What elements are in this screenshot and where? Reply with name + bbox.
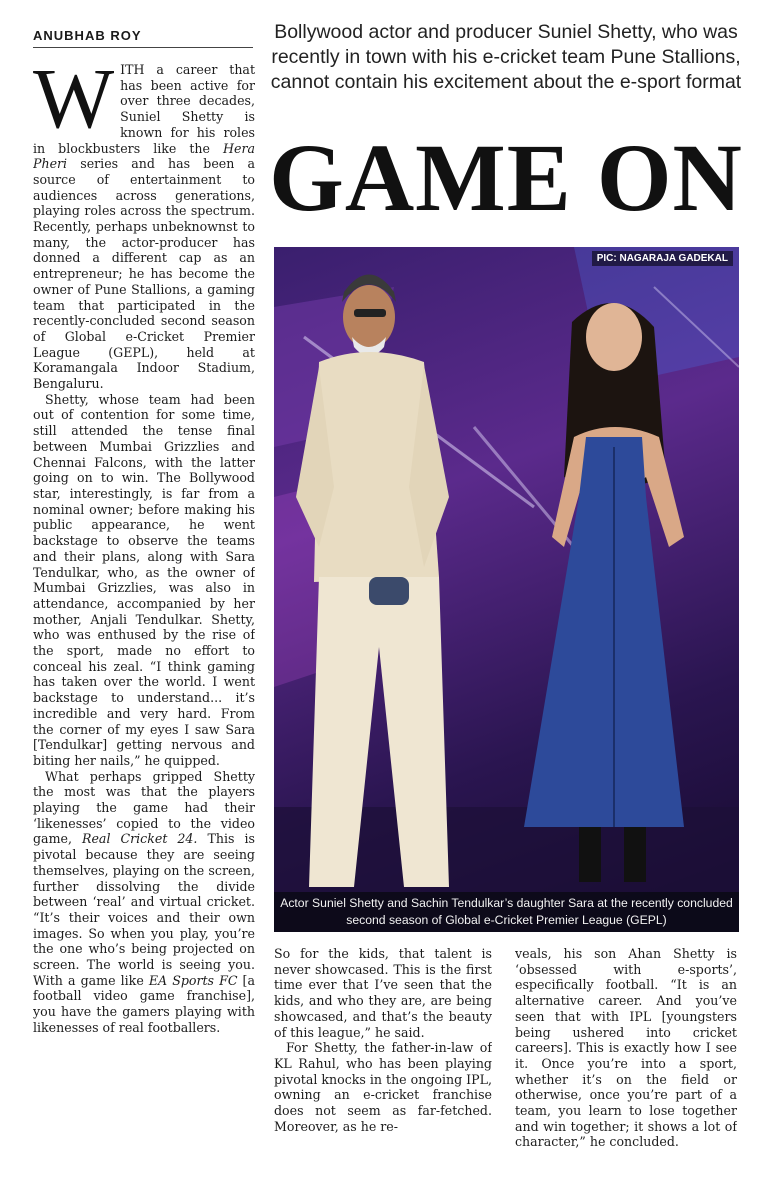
article-column-3 <box>515 946 737 1176</box>
paragraph-3: What perhaps gripped Shetty the most was that the players playing the game had their ‘likenesses’ copied to the video game, Real Cricket 24. This is pivotal because they are seeing themselves, playing on the screen, further dissolving the divide between ‘real’ and virtual cricket. “It’s their voices and their own images. So when you play, you’re the one who’s being projected on screen. The world is seeing you. With a game like EA Sports FC [a football video game franchise], you have the gamers playing with likenesses of real footballers. <box>33 768 255 1035</box>
photo-illustration <box>274 247 739 932</box>
photo-caption: Actor Suniel Shetty and Sachin Tendulkar’s daughter Sara at the recently concluded second season of Global e-Cricket Premier League (GEPL) <box>274 892 739 932</box>
headline: GAME ON <box>269 124 743 231</box>
paragraph-6: veals, his son Ahan Shetty is ‘obsessed with e-sports’, especifically football. “It is an alternative career. And you’ve seen that with IPL [youngsters being ushered into cricket careers]. This is exactly how I see it. Once you’re into a sport, whether it’s on the field or otherwise, once you’re part of a team, you learn to lose together and win together; it shows a lot of character,” he concluded. <box>515 946 737 1150</box>
game-title: EA Sports FC <box>148 972 238 988</box>
film-title: Hera Pheri <box>33 140 255 172</box>
game-title: Real Cricket 24. <box>82 831 198 847</box>
standfirst: Bollywood actor and producer Suniel Shetty, who was recently in town with his e-cricket team Pune Stallions, cannot contain his excitement about the e-sport format <box>270 21 742 93</box>
byline: ANUBHAB ROY <box>33 28 253 48</box>
paragraph-2: Shetty, whose team had been out of contention for some time, still attended the tense final between Mumbai Grizzlies and Chennai Falcons, with the latter going on to win. The Bollywood star, interestingly, is far from a nominal owner; before making his public appearance, he went backstage to observe the teams and their plans, along with Sara Tendulkar, who, as the owner of Mumbai Grizzlies, was also in attendance, accompanied by her mother, Anjali Tendulkar. Shetty, who was enthused by the rise of the sport, made no effort to conceal his zeal. “I think gaming has taken over the world. I went backstage to understand... it’s incredible and very hard. From the corner of my eyes I saw Sara [Tendulkar] getting nervous and biting her nails,” he quipped. <box>33 391 255 768</box>
article-column-2 <box>274 946 492 1176</box>
photo-credit: PIC: NAGARAJA GADEKAL <box>592 251 733 266</box>
article-column-1 <box>33 62 255 1172</box>
man-figure <box>296 275 449 888</box>
event-photo <box>274 247 739 932</box>
paragraph-1: WITH a career that has been active for over three decades, Suniel Shetty is known for his roles in blockbusters like the Hera Pheri series and has been a source of entertainment to audiences across generations, playing roles across the spectrum. Recently, perhaps unbeknownst to many, the actor-producer has donned a different cap as an entrepreneur; he has become the owner of Pune Stallions, a gaming team that participated in the recently-concluded second season of Global e-Cricket Premier League (GEPL), held at Koramangala Indoor Stadium, Bengaluru. <box>33 62 255 392</box>
paragraph-5: For Shetty, the father-in-law of KL Rahul, who has been playing pivotal knocks in the ongoing IPL, owning an e-cricket franchise does not seem as far-fetched. Moreover, as he re- <box>274 1040 492 1134</box>
drop-cap: W <box>33 62 115 146</box>
woman-figure <box>524 303 684 882</box>
paragraph-4: So for the kids, that talent is never showcased. This is the first time ever that I’ve seen that the kids, and who they are, are being showcased, and that’s the beauty of this league,” he said. <box>274 946 492 1040</box>
